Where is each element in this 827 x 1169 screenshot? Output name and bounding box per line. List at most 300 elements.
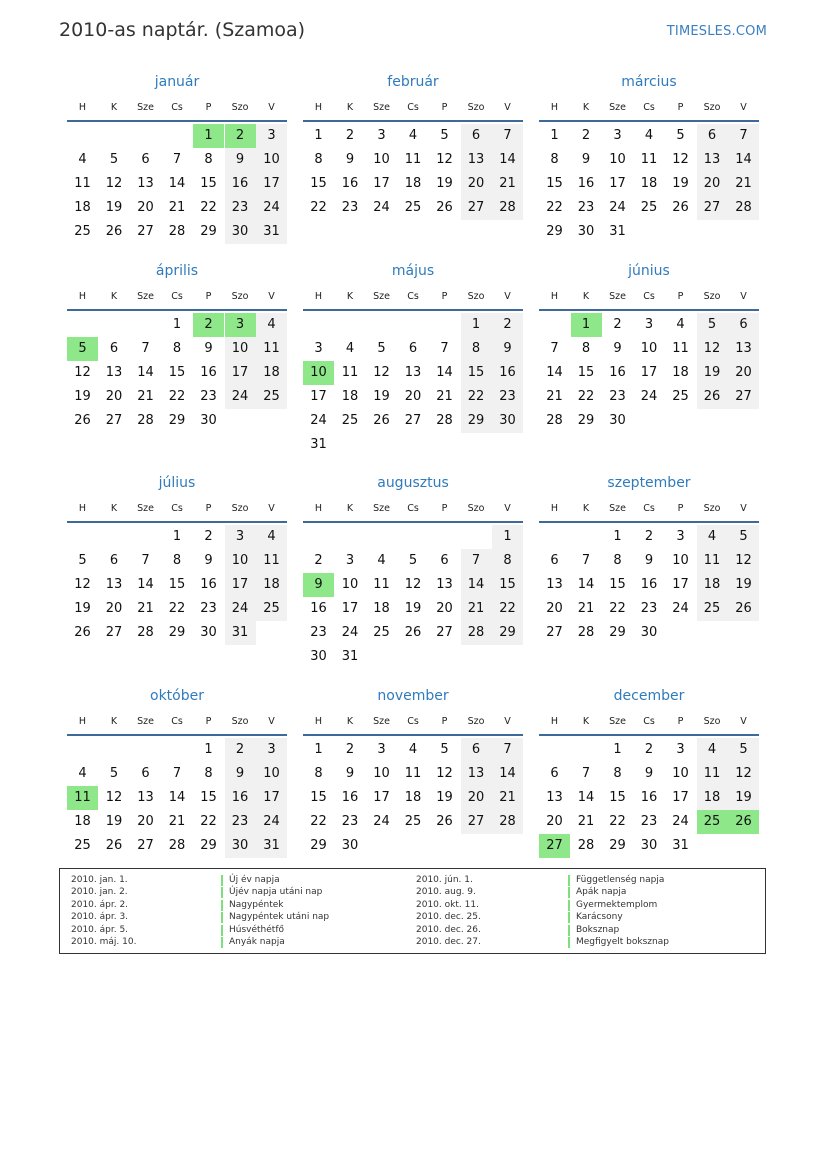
day-cell: 9 [225,148,256,172]
day-cell: 18 [373,601,390,616]
day-cell: 1 [204,742,213,757]
weekday-label: Cs [407,503,419,514]
day-cell: 21 [137,389,154,404]
day-cell: 20 [137,814,154,829]
holiday-name: Nagypéntek [221,900,284,911]
day-cell: 30 [341,838,359,853]
month-name: október [150,688,204,704]
day-cell: 30 [225,834,256,858]
day-cell: 23 [225,196,256,220]
day-cell: 3 [676,742,685,757]
day-cell: 25 [256,385,287,409]
day-cell: 19 [728,786,759,810]
day-cell: 22 [310,814,327,829]
day-cell: 25 [74,838,91,853]
day-cell: 13 [461,762,492,786]
day-cell: 16 [310,601,327,616]
weekday-label: P [677,716,684,727]
holiday-date: 2010. máj. 10. [71,937,137,947]
weekday-label: K [110,503,118,514]
weekday-label: Szo [703,291,721,302]
day-cell: 19 [404,601,422,616]
weekday-label: P [205,102,212,113]
day-cell: 21 [168,200,186,215]
day-cell: 28 [168,838,186,853]
day-cell: 30 [640,625,658,640]
day-cell: 6 [550,766,559,781]
day-cell: 7 [492,738,523,762]
day-cell: 28 [461,621,492,645]
day-cell: 20 [404,389,422,404]
weekday-label: K [582,102,590,113]
weekday-label: V [268,291,275,302]
weekday-label: Cs [171,503,183,514]
day-cell: 22 [609,601,626,616]
weekday-label: K [346,102,354,113]
weekday-label: Cs [643,102,655,113]
day-cell: 28 [436,413,453,428]
day-cell: 11 [373,577,390,592]
day-cell: 13 [137,790,154,805]
day-cell: 8 [613,766,622,781]
day-cell: 7 [581,553,591,568]
day-cell: 9 [581,152,591,167]
day-cell: 17 [609,176,626,191]
day-cell: 15 [546,176,563,191]
header-rule [67,734,287,736]
day-cell: 1 [314,128,323,143]
weekday-label: K [346,716,354,727]
day-cell: 10 [640,341,658,356]
weekday-label: V [740,716,747,727]
day-cell: 10 [672,553,689,568]
weekday-label: Sze [373,716,390,727]
day-cell: 30 [200,413,217,428]
holiday-date: 2010. jún. 1. [416,875,473,885]
day-cell: 13 [546,577,563,592]
header-rule [539,309,759,311]
day-cell: 16 [341,176,359,191]
day-cell: 9 [345,152,355,167]
day-cell-holiday: 5 [67,337,98,361]
weekday-label: H [78,503,87,514]
weekday-label: Cs [643,291,655,302]
day-cell-holiday: 25 [697,810,728,834]
day-cell: 10 [225,337,256,361]
day-cell: 25 [341,413,359,428]
day-cell: 23 [200,601,217,616]
weekday-label: Szo [231,503,249,514]
day-cell: 18 [256,573,287,597]
day-cell: 25 [373,625,390,640]
day-cell: 4 [256,313,287,337]
day-cell: 27 [461,810,492,834]
holiday-date: 2010. jan. 1. [71,875,128,885]
day-cell: 22 [546,200,563,215]
day-cell: 24 [310,413,327,428]
day-cell: 16 [341,790,359,805]
day-cell: 29 [200,838,217,853]
day-cell: 15 [168,365,186,380]
weekday-label: Sze [137,291,154,302]
weekday-label: H [550,291,559,302]
day-cell: 2 [644,742,654,757]
day-cell: 6 [141,766,150,781]
day-cell: 27 [404,413,422,428]
day-cell: 3 [676,529,685,544]
day-cell-holiday: 11 [67,786,98,810]
day-cell: 30 [200,625,217,640]
day-cell: 9 [644,766,654,781]
day-cell: 7 [461,549,492,573]
weekday-label: V [268,102,275,113]
day-cell: 8 [314,152,323,167]
day-cell: 10 [609,152,626,167]
day-cell: 24 [225,385,256,409]
day-cell: 18 [341,389,359,404]
day-cell: 5 [697,313,728,337]
day-cell: 3 [314,341,323,356]
day-cell: 26 [728,597,759,621]
day-cell: 26 [404,625,422,640]
holiday-name: Gyermektemplom [568,900,657,911]
day-cell-holiday: 2 [225,124,256,148]
day-cell: 20 [461,172,492,196]
day-cell: 2 [581,128,591,143]
day-cell: 31 [310,437,327,452]
weekday-label: Sze [373,291,390,302]
day-cell: 3 [256,738,287,762]
day-cell: 2 [314,553,323,568]
day-cell: 17 [225,573,256,597]
header-rule [303,120,523,122]
weekday-label: H [314,291,323,302]
weekday-label: V [268,503,275,514]
day-cell: 12 [105,790,123,805]
day-cell: 18 [74,814,91,829]
day-cell: 17 [341,601,359,616]
day-cell: 20 [728,361,759,385]
holiday-name: Függetlenség napja [568,875,664,886]
day-cell: 11 [256,549,287,573]
day-cell: 7 [172,766,182,781]
day-cell: 13 [105,365,123,380]
day-cell: 12 [436,152,453,167]
weekday-label: H [78,291,87,302]
day-cell: 10 [672,766,689,781]
weekday-label: P [677,503,684,514]
day-cell: 13 [697,148,728,172]
holiday-list [59,868,766,954]
day-cell: 11 [341,365,359,380]
weekday-label: H [314,503,323,514]
day-cell: 11 [697,762,728,786]
day-cell: 12 [105,176,123,191]
day-cell: 29 [492,621,523,645]
day-cell: 12 [436,766,453,781]
weekday-label: P [205,291,212,302]
day-cell: 6 [109,553,119,568]
day-cell: 21 [436,389,453,404]
day-cell: 31 [256,220,287,244]
day-cell: 15 [200,790,217,805]
day-cell: 20 [546,601,563,616]
day-cell: 1 [550,128,559,143]
day-cell: 16 [640,577,658,592]
weekday-label: Sze [137,503,154,514]
day-cell: 4 [408,742,418,757]
day-cell: 9 [492,337,523,361]
weekday-label: Szo [467,716,485,727]
day-cell: 28 [577,625,595,640]
day-cell: 7 [550,341,559,356]
day-cell: 10 [256,148,287,172]
weekday-label: H [550,716,559,727]
day-cell: 2 [644,529,654,544]
holiday-date: 2010. aug. 9. [416,887,476,898]
weekday-label: Cs [407,716,419,727]
day-cell: 9 [225,762,256,786]
day-cell: 6 [440,553,449,568]
day-cell: 30 [609,413,626,428]
day-cell: 8 [492,549,523,573]
day-cell: 26 [105,224,123,239]
weekday-label: Sze [373,102,390,113]
day-cell: 22 [168,389,186,404]
day-cell: 10 [341,577,359,592]
day-cell: 1 [492,525,523,549]
day-cell: 27 [546,625,563,640]
month-name: február [387,74,439,90]
weekday-label: K [346,503,354,514]
weekday-label: K [110,102,118,113]
weekday-label: K [582,716,590,727]
day-cell: 9 [345,766,355,781]
day-cell: 26 [105,838,123,853]
day-cell: 14 [137,365,154,380]
header-rule [67,120,287,122]
day-cell: 23 [225,810,256,834]
day-cell: 7 [141,341,150,356]
page-title: 2010-as naptár. (Szamoa) [59,19,306,41]
day-cell: 12 [373,365,390,380]
day-cell: 13 [137,176,154,191]
holiday-date: 2010. ápr. 5. [71,924,129,935]
day-cell: 21 [137,601,154,616]
day-cell: 29 [577,413,595,428]
day-cell-holiday: 2 [193,313,224,337]
weekday-label: Sze [609,102,626,113]
weekday-label: Cs [643,716,655,727]
day-cell: 7 [492,124,523,148]
day-cell: 14 [168,790,186,805]
day-cell: 15 [310,790,327,805]
day-cell: 31 [225,621,256,645]
day-cell: 4 [345,341,355,356]
day-cell: 23 [492,385,523,409]
day-cell: 11 [697,549,728,573]
day-cell: 15 [609,577,626,592]
weekday-label: V [504,716,511,727]
day-cell: 24 [609,200,626,215]
day-cell: 17 [672,577,689,592]
day-cell: 17 [256,786,287,810]
day-cell: 7 [440,341,449,356]
weekday-label: H [550,102,559,113]
day-cell: 19 [436,176,453,191]
day-cell: 20 [461,786,492,810]
day-cell: 16 [577,176,595,191]
weekday-label: K [582,291,590,302]
holiday-date: 2010. dec. 25. [416,912,481,923]
day-cell: 29 [546,224,563,239]
day-cell: 14 [168,176,186,191]
day-cell: 4 [408,128,418,143]
day-cell: 24 [256,196,287,220]
day-cell: 6 [728,313,759,337]
day-cell: 14 [137,577,154,592]
day-cell: 30 [492,409,523,433]
day-cell: 18 [404,790,422,805]
weekday-label: Szo [467,102,485,113]
weekday-label: H [78,716,87,727]
holiday-name: Újév napja utáni nap [221,887,322,898]
day-cell: 18 [74,200,91,215]
day-cell: 7 [581,766,591,781]
day-cell: 23 [609,389,626,404]
weekday-label: Cs [171,291,183,302]
weekday-label: V [740,291,747,302]
weekday-label: K [110,716,118,727]
day-cell: 4 [78,766,87,781]
weekday-label: Sze [137,716,154,727]
day-cell: 13 [461,148,492,172]
weekday-label: P [677,291,684,302]
day-cell: 2 [492,313,523,337]
day-cell: 23 [341,814,359,829]
day-cell: 13 [546,790,563,805]
day-cell: 4 [697,525,728,549]
day-cell: 28 [137,625,154,640]
day-cell: 24 [341,625,359,640]
day-cell: 11 [74,176,91,191]
day-cell: 11 [672,341,689,356]
header-rule [303,734,523,736]
weekday-label: V [504,503,511,514]
day-cell: 21 [168,814,186,829]
day-cell: 15 [310,176,327,191]
day-cell: 12 [728,762,759,786]
day-cell: 6 [461,738,492,762]
day-cell: 1 [172,317,182,332]
weekday-label: Sze [609,291,626,302]
day-cell: 31 [672,838,689,853]
day-cell: 8 [204,152,213,167]
day-cell: 28 [137,413,154,428]
day-cell: 22 [461,385,492,409]
day-cell: 3 [377,742,386,757]
day-cell: 8 [581,341,591,356]
day-cell: 3 [377,128,386,143]
weekday-label: K [346,291,354,302]
weekday-label: P [205,716,212,727]
day-cell: 31 [609,224,626,239]
day-cell: 8 [204,766,213,781]
day-cell: 19 [105,814,123,829]
day-cell: 26 [74,625,91,640]
day-cell-holiday: 26 [728,810,759,834]
day-cell: 27 [105,625,123,640]
day-cell: 27 [105,413,123,428]
day-cell: 3 [345,553,355,568]
day-cell: 17 [256,172,287,196]
weekday-label: Szo [231,716,249,727]
day-cell: 6 [141,152,150,167]
day-cell: 18 [404,176,422,191]
day-cell: 16 [492,361,523,385]
day-cell: 18 [672,365,689,380]
weekday-label: H [550,503,559,514]
month-name: augusztus [377,475,449,491]
day-cell: 10 [373,766,390,781]
month-name: május [391,263,435,279]
brand-link[interactable]: TIMESLES.COM [666,24,767,39]
weekday-label: H [314,716,323,727]
day-cell: 31 [256,834,287,858]
day-cell: 21 [461,597,492,621]
day-cell-holiday: 1 [571,313,602,337]
day-cell: 18 [697,573,728,597]
day-cell: 30 [577,224,595,239]
day-cell: 7 [172,152,182,167]
day-cell: 11 [256,337,287,361]
weekday-label: K [110,291,118,302]
day-cell: 21 [492,172,523,196]
day-cell: 25 [640,200,658,215]
day-cell: 14 [546,365,563,380]
header-rule [539,734,759,736]
day-cell: 1 [613,742,622,757]
weekday-label: Cs [643,503,655,514]
month-name: március [621,74,677,90]
day-cell: 16 [200,577,217,592]
day-cell: 6 [461,124,492,148]
weekday-label: P [441,102,448,113]
day-cell: 23 [341,200,359,215]
day-cell: 12 [728,549,759,573]
day-cell: 19 [672,176,689,191]
day-cell: 15 [168,577,186,592]
day-cell: 22 [609,814,626,829]
day-cell: 18 [256,361,287,385]
day-cell: 21 [577,601,595,616]
day-cell: 23 [640,601,658,616]
day-cell: 29 [168,625,186,640]
weekday-label: Sze [373,503,390,514]
day-cell: 24 [640,389,658,404]
day-cell: 13 [436,577,453,592]
day-cell: 5 [440,128,449,143]
day-cell: 6 [697,124,728,148]
weekday-label: Szo [703,716,721,727]
day-cell: 23 [310,625,327,640]
day-cell: 12 [404,577,422,592]
weekday-label: H [78,102,87,113]
day-cell: 22 [168,601,186,616]
weekday-label: V [268,716,275,727]
weekday-label: V [740,503,747,514]
weekday-label: P [441,503,448,514]
